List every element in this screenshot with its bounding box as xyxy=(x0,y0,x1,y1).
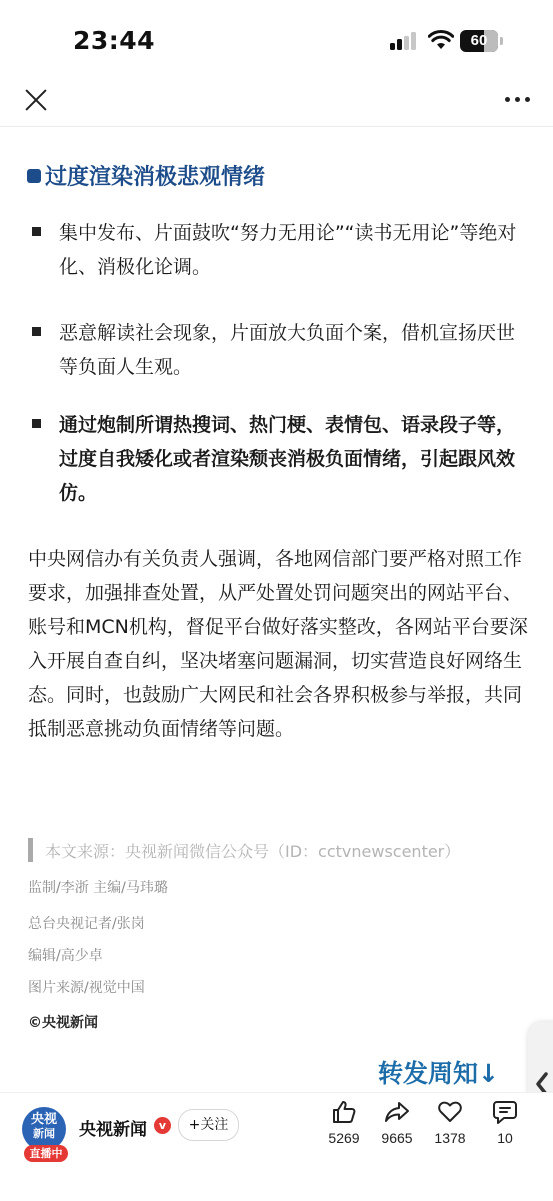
meta-reporter: 总台央视记者/张岗 xyxy=(28,916,145,932)
comment-count: 10 xyxy=(497,1130,513,1146)
close-icon[interactable] xyxy=(24,88,48,112)
article-source: 本文来源：央视新闻微信公众号（ID：cctvnewscenter） xyxy=(28,837,460,863)
like-count: 5269 xyxy=(328,1130,360,1146)
meta-editors: 监制/李浙 主编/马玮璐 xyxy=(28,880,168,896)
list-item: 集中发布、片面鼓吹“努力无用论”“读书无用论”等绝对化、消极化论调。 xyxy=(32,216,532,284)
live-badge[interactable]: 直播中 xyxy=(24,1145,68,1162)
nav-bar xyxy=(0,80,553,127)
status-time: 23:44 xyxy=(73,26,156,55)
article-paragraph: 中央网信办有关负责人强调，各地网信部门要严格对照工作要求，加强排查处置，从严处置处罚问题突出的网站平台、账号和MCN机构，督促平台做好落实整改，各网站平台要深入开展自查自纠，坚决堵塞问题漏洞，切实营造良好网络生态。同时，也鼓励广大网民和社会各界积极参与举报，共同抵制恶意挑动负面情绪等问题。 xyxy=(28,548,528,740)
bullet-icon xyxy=(32,327,41,336)
forward-banner: 转发周知↓ xyxy=(378,1059,499,1088)
favorite-count: 1378 xyxy=(434,1130,466,1146)
avatar[interactable]: 央视 新闻 xyxy=(22,1107,66,1151)
battery-level: 60 xyxy=(470,32,488,49)
favorite-button[interactable] xyxy=(420,1099,480,1146)
like-icon xyxy=(331,1099,357,1125)
share-count: 9665 xyxy=(381,1130,413,1146)
channel-name[interactable]: 央视新闻 xyxy=(79,1120,147,1140)
copyright: ©央视新闻 xyxy=(28,1015,98,1031)
section-title: 过度渲染消极悲观情绪 xyxy=(27,160,265,191)
share-icon xyxy=(384,1099,410,1125)
wifi-icon xyxy=(428,30,454,50)
heart-icon xyxy=(437,1099,463,1125)
more-icon[interactable] xyxy=(505,97,531,103)
share-button[interactable] xyxy=(367,1099,427,1146)
section-marker-icon xyxy=(27,169,41,183)
like-button[interactable] xyxy=(314,1099,374,1146)
comment-button[interactable] xyxy=(475,1099,535,1146)
bottom-bar xyxy=(0,1092,553,1201)
comment-icon xyxy=(492,1099,518,1125)
list-item: 恶意解读社会现象，片面放大负面个案，借机宣扬厌世等负面人生观。 xyxy=(32,316,532,384)
list-item: 通过炮制所谓热搜词、热门梗、表情包、语录段子等，过度自我矮化或者渲染颓丧消极负面情绪，引起跟风效仿。 xyxy=(32,408,532,510)
verified-icon: v xyxy=(154,1117,171,1134)
follow-button[interactable]: +关注 xyxy=(178,1109,239,1141)
meta-editor: 编辑/高少卓 xyxy=(28,948,103,964)
meta-image-source: 图片来源/视觉中国 xyxy=(28,980,145,996)
source-bar xyxy=(28,838,33,862)
battery-icon xyxy=(460,30,504,52)
status-bar xyxy=(0,0,553,80)
bullet-icon xyxy=(32,227,41,236)
bullet-icon xyxy=(32,419,41,428)
signal-icon xyxy=(390,32,420,50)
